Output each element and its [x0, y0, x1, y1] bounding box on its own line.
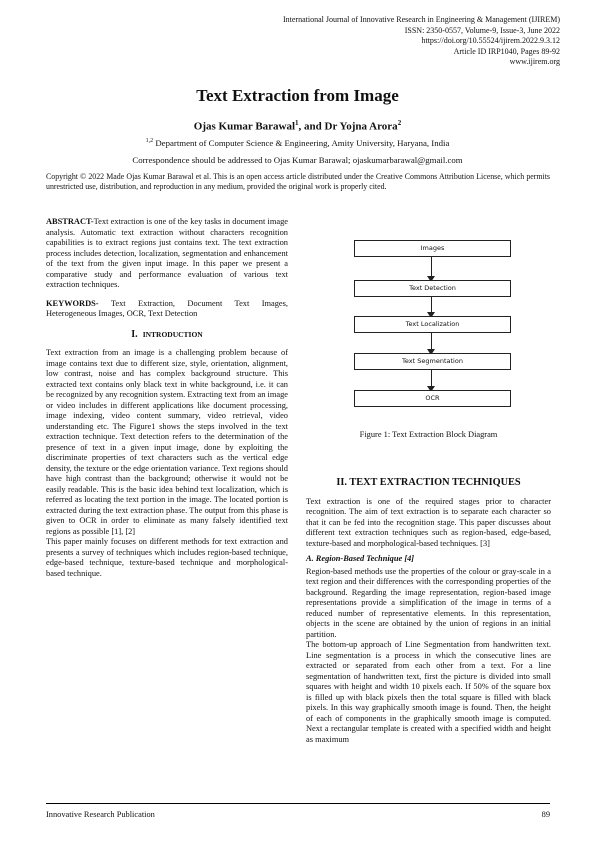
- keywords-label: KEYWORDS-: [46, 298, 99, 308]
- section-2-paragraph-3: The bottom-up approach of Line Segmentation from handwritten text. Line segmentation is a process in which the consecutive lines are extracted or separated from each other from a text. For a line segmentation of handwritten text, first the picture is divided into small squares with height and width 10 pixels each. If 50% of the square box is filled up with black pixels then the total square is filled with black pixels. In this way graphically smooth image is found. Then, the height of each of components in the graphically smooth image is computed. Next a rectangular template is created with a specified width and height as maximum: [306, 640, 551, 744]
- journal-name: International Journal of Innovative Research in Engineering & Management (IJIREM): [282, 15, 560, 24]
- journal-article-id: Article ID IRP1040, Pages 89-92: [453, 46, 560, 56]
- journal-issn: ISSN: 2350-0557, Volume-9, Issue-3, June 2022: [404, 25, 560, 35]
- diagram-connector: [431, 257, 432, 277]
- page-number: 89: [541, 810, 550, 819]
- copyright-notice: Copyright © 2022 Made Ojas Kumar Barawal et al. This is an open access article distributed under the Creative Commons Attribution License, which permits unrestricted use, distribution, and reproduction in any medium, provided the original work is properly cited.: [46, 172, 550, 191]
- author-line: [0, 119, 595, 133]
- author-2-sup: 2: [397, 119, 402, 127]
- journal-header: [160, 15, 560, 68]
- intro-paragraph-2: This paper mainly focuses on different methods for text extraction and presents a survey of techniques which includes region-based technique, edge-based technique, texture-based technique and morphological-based technique.: [46, 537, 288, 578]
- section-2-paragraph-1: Text extraction is one of the required stages prior to character recognition. The aim of text extraction is to separate each character so that it can be fed into the recognition stage. This paper discusses about different text extraction techniques such as region-based, edge-based, texture-based and morphological-based techniques. [3]: [306, 496, 551, 548]
- diagram-box-text-localization: Text Localization: [354, 316, 511, 333]
- keywords-text: Text Extraction, Document Text Images, Heterogeneous Images, OCR, Text Detection: [46, 298, 288, 318]
- abstract-text: Text extraction is one of the key tasks in document image analysis. Automatic text extraction without characters recognition capabilities is to extract regions just contains text. The text extraction process includes detection, localization, segmentation and enhancement of the text from the given input image. In this paper we present a comparative study and performance evaluation of various text extraction techniques.: [46, 217, 288, 289]
- affiliation: [0, 138, 595, 148]
- abstract-label: ABSTRACT-: [46, 217, 94, 226]
- footer-publisher: Innovative Research Publication: [46, 810, 155, 819]
- section-2-paragraph-2: Region-based methods use the properties of the colour or gray-scale in a text region and their differences with the corresponding properties of the background. Regarding the image representation, region-based image representations provide a simplification of the image in terms of a reduced number of representative elements. In this representation, objects in the scene are obtained by the union of regions in an initial partition.: [306, 566, 551, 639]
- paper-title: Text Extraction from Image: [196, 86, 399, 105]
- subsection-a-heading: A. Region-Based Technique [4]: [306, 554, 415, 563]
- diagram-box-text-detection: Text Detection: [354, 280, 511, 297]
- intro-heading: [46, 330, 288, 341]
- diagram-box-ocr: OCR: [354, 390, 511, 407]
- author-1: Ojas Kumar Barawal: [193, 120, 296, 133]
- intro-paragraph-1: Text extraction from an image is a challenging problem because of image contains text due to different size, style, orientation, alignment, low contrast, noise and has complex background structure. This extracted text contains only black text in white background, i.e. it can be recognized by any recognition system. Extracting text from an image or video includes in different applications like document processing, image indexing, video content summary, video retrieval, video understanding etc. The Figure1 shows the steps involved in the text extraction technique. Text detection refers to the determination of the presence of text in a given input image, done by exploiting the discriminate properties of text characters such as the vertical edge density, the texture or the edge orientation variance. Text regions should have high contrast than the background; otherwise it would not be easily readable. This is the basic idea behind text localization, which is referred as locating the text portion in the image. The located portion is extracted during the text extraction phase. The output from this phase is given to OCR in order to eliminate as many falsely identified text regions as possible [1], [2]: [46, 348, 288, 536]
- abstract: [46, 217, 288, 291]
- correspondence: Correspondence should be addressed to Ojas Kumar Barawal; ojaskumarbarawal@gmail.com: [132, 155, 463, 165]
- diagram-box-images: Images: [354, 240, 511, 257]
- affiliation-text: Department of Computer Science & Engineering, Amity University, Haryana, India: [153, 138, 450, 148]
- intro-number: I.: [131, 328, 138, 340]
- author-2: Dr Yojna Arora: [324, 120, 398, 133]
- keywords: [46, 299, 288, 320]
- journal-website[interactable]: www.ijirem.org: [509, 57, 560, 67]
- section-2-heading: II. TEXT EXTRACTION TECHNIQUES: [336, 477, 521, 488]
- figure-caption: Figure 1: Text Extraction Block Diagram: [359, 430, 498, 439]
- footer-divider: [46, 803, 550, 804]
- journal-doi[interactable]: https://doi.org/10.55524/ijirem.2022.9.3.12: [421, 36, 560, 46]
- block-diagram: [346, 230, 516, 420]
- page-footer: [46, 810, 550, 819]
- intro-title: INTRODUCTION: [142, 329, 203, 339]
- author-separator: , and: [298, 120, 325, 133]
- author-1-sup: 1: [295, 119, 299, 127]
- left-column: [46, 217, 288, 579]
- right-column: [306, 478, 551, 745]
- affiliation-sup: 1,2: [145, 138, 154, 145]
- diagram-box-text-segmentation: Text Segmentation: [354, 353, 511, 370]
